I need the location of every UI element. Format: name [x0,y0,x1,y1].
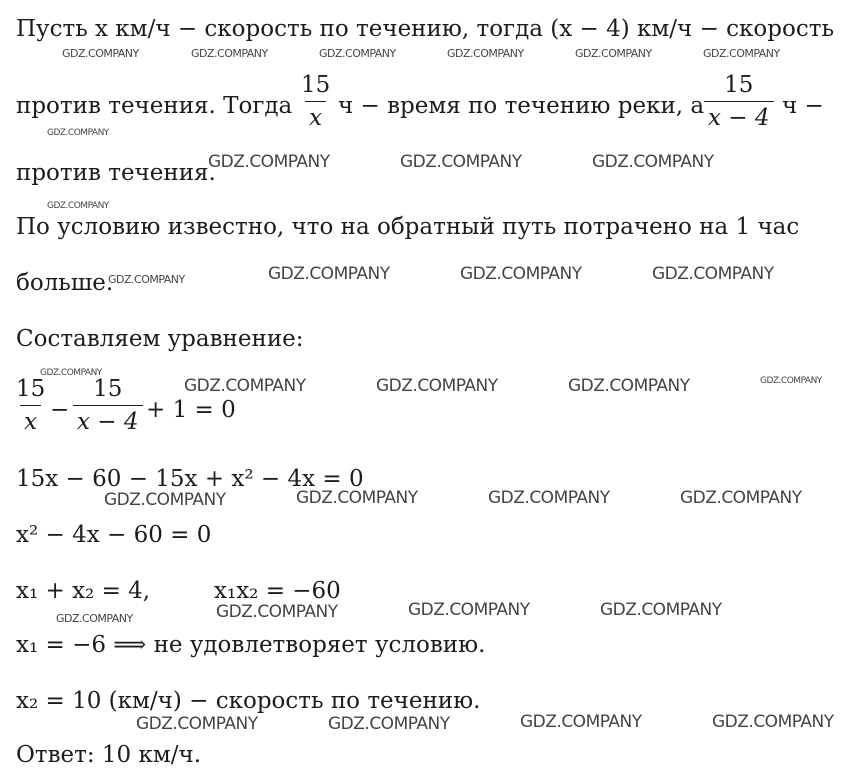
watermark: GDZ.COMPANY [575,47,652,60]
step-3-product: x₁x₂ = −60 [214,578,341,604]
fraction-denominator: x [305,101,326,131]
equation-rest: + 1 = 0 [146,397,236,423]
watermark: GDZ.COMPANY [408,600,530,620]
text-line-2-end: ч − [782,93,824,119]
watermark: GDZ.COMPANY [592,152,714,172]
watermark: GDZ.COMPANY [703,47,780,60]
watermark: GDZ.COMPANY [268,264,390,284]
watermark: GDZ.COMPANY [600,600,722,620]
answer: Ответ: 10 км/ч. [16,742,202,768]
watermark: GDZ.COMPANY [319,47,396,60]
watermark: GDZ.COMPANY [460,264,582,284]
text-line-5: больше. [16,270,114,296]
fraction-numerator: 15 [16,376,46,402]
watermark: GDZ.COMPANY [712,712,834,732]
watermark: GDZ.COMPANY [376,376,498,396]
watermark: GDZ.COMPANY [47,128,109,138]
watermark: GDZ.COMPANY [447,47,524,60]
watermark: GDZ.COMPANY [184,376,306,396]
watermark: GDZ.COMPANY [652,264,774,284]
equation-intro: Составляем уравнение: [16,326,304,352]
step-2: x² − 4x − 60 = 0 [16,522,212,548]
fraction-time-upstream [704,72,774,131]
watermark: GDZ.COMPANY [488,488,610,508]
text-line-2-start: против течения. Тогда [16,93,293,119]
watermark: GDZ.COMPANY [208,152,330,172]
text-line-4: По условию известно, что на обратный путь потрачено на 1 час [16,214,800,240]
fraction-denominator: x − 4 [73,405,143,435]
watermark: GDZ.COMPANY [191,47,268,60]
watermark: GDZ.COMPANY [296,488,418,508]
watermark: GDZ.COMPANY [40,368,102,378]
watermark: GDZ.COMPANY [328,714,450,734]
watermark: GDZ.COMPANY [520,712,642,732]
watermark: GDZ.COMPANY [56,612,133,625]
text-line-2-mid: ч − время по течению реки, а [338,93,705,119]
step-5: x₂ = 10 (км/ч) − скорость по течению. [16,688,481,714]
equation-fraction-2 [73,376,143,435]
watermark: GDZ.COMPANY [760,376,822,386]
text-line-1: Пусть x км/ч − скорость по течению, тогда (x − 4) км/ч − скорость [16,16,834,42]
watermark: GDZ.COMPANY [62,47,139,60]
fraction-numerator: 15 [301,72,331,98]
step-1: 15x − 60 − 15x + x² − 4x = 0 [16,466,364,492]
watermark: GDZ.COMPANY [568,376,690,396]
equation-fraction-1 [12,376,49,435]
watermark: GDZ.COMPANY [680,488,802,508]
text-line-3: против течения. [16,160,216,186]
watermark: GDZ.COMPANY [216,602,338,622]
watermark: GDZ.COMPANY [136,714,258,734]
watermark: GDZ.COMPANY [104,490,226,510]
fraction-numerator: 15 [724,72,754,98]
watermark: GDZ.COMPANY [108,273,185,286]
equation-minus: − [50,397,70,423]
fraction-numerator: 15 [93,376,123,402]
fraction-denominator: x − 4 [704,101,774,131]
watermark: GDZ.COMPANY [47,201,109,211]
watermark: GDZ.COMPANY [400,152,522,172]
step-4: x₁ = −6 ⟹ не удовлетворяет условию. [16,632,486,658]
fraction-time-downstream [297,72,334,131]
step-3-sum: x₁ + x₂ = 4, [16,578,151,604]
fraction-denominator: x [20,405,41,435]
